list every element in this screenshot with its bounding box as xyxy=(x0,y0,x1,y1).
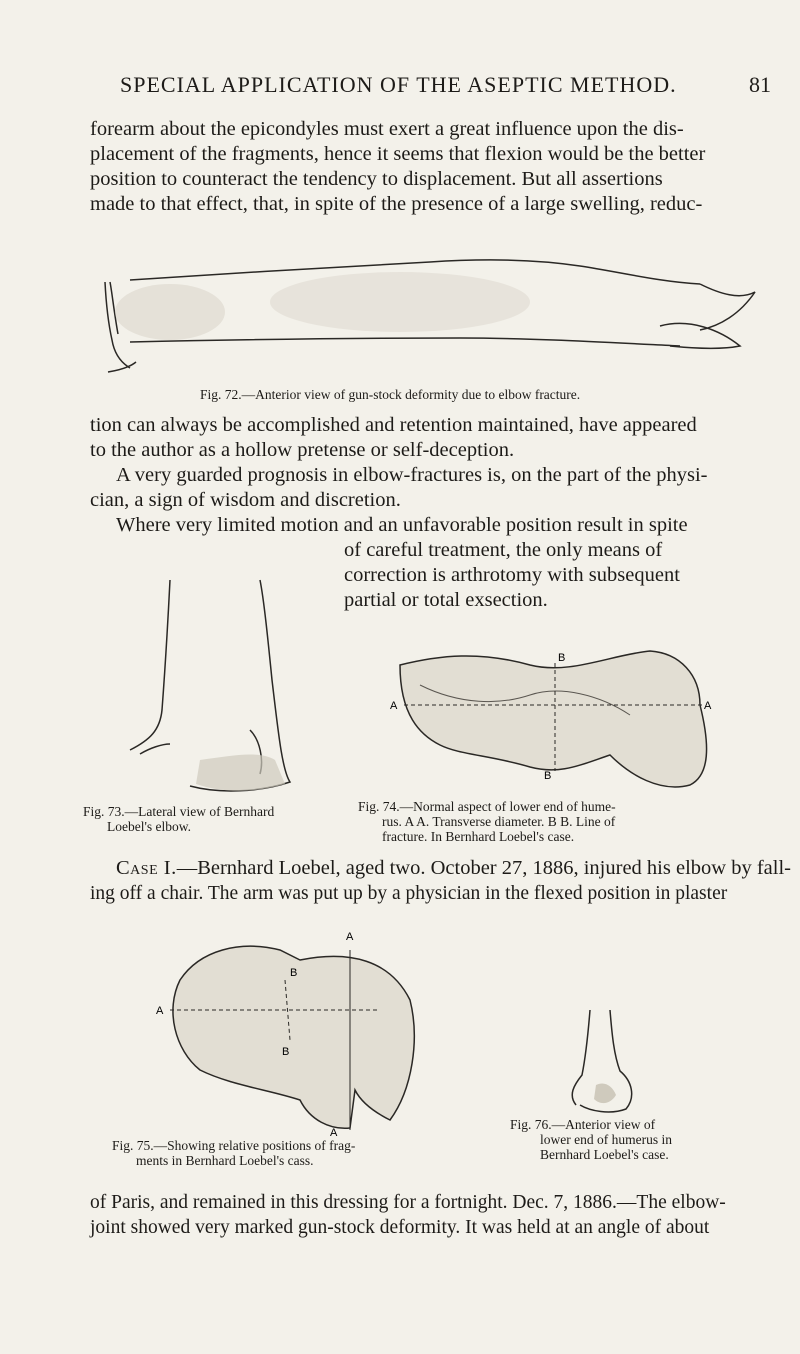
paragraph-3 xyxy=(90,463,768,513)
caption-line: Fig. 74.—Normal aspect of lower end of hume- xyxy=(358,799,616,814)
caption-line: Fig. 73.—Lateral view of Bernhard xyxy=(83,804,275,819)
text-line: joint showed very marked gun-stock deformity. It was held at an angle of about xyxy=(90,1217,710,1238)
paragraph-4-right-column xyxy=(344,538,768,613)
figure-label: B xyxy=(544,770,552,782)
caption-line: Loebel's elbow. xyxy=(107,819,192,834)
figure-label: B xyxy=(282,1046,290,1058)
figure-label: A xyxy=(156,1005,164,1017)
figure-label: B xyxy=(290,967,298,979)
page-title: SPECIAL APPLICATION OF THE ASEPTIC METHOD. xyxy=(120,72,677,97)
case-paragraph-continued xyxy=(90,881,780,906)
text-line: cian, a sign of wisdom and discretion. xyxy=(90,489,401,511)
paragraph-2 xyxy=(90,413,768,463)
figure-76-illustration xyxy=(560,1005,650,1115)
text-line xyxy=(116,856,791,881)
case-label: Case I. xyxy=(116,857,177,879)
caption-line: rus. A A. Transverse diameter. B B. Line of xyxy=(382,814,616,829)
caption-line: ments in Bernhard Loebel's cass. xyxy=(136,1153,314,1168)
caption-line: Bernhard Loebel's case. xyxy=(540,1147,669,1162)
figure-74-illustration xyxy=(380,645,720,795)
figure-75-caption xyxy=(112,1138,432,1168)
caption-line: fracture. In Bernhard Loebel's case. xyxy=(382,829,575,844)
paragraph-4-line: Where very limited motion and an unfavorable position result in spite xyxy=(116,514,688,536)
figure-label: A xyxy=(330,1127,338,1139)
running-header xyxy=(0,72,800,102)
figure-74-caption xyxy=(358,799,758,844)
text-line: position to counteract the tendency to displacement. But all assertions xyxy=(90,168,663,190)
figure-73-illustration xyxy=(110,560,330,800)
text-line: ing off a chair. The arm was put up by a physician in the flexed position in plaster xyxy=(90,883,728,904)
figure-label: A xyxy=(390,700,398,712)
figure-75-illustration xyxy=(150,920,440,1140)
text-line: to the author as a hollow pretense or self-deception. xyxy=(90,439,515,461)
caption-line: Fig. 76.—Anterior view of xyxy=(510,1117,656,1132)
caption-line: Fig. 75.—Showing relative positions of frag- xyxy=(112,1138,356,1153)
text-line: made to that effect, that, in spite of the presence of a large swelling, reduc- xyxy=(90,193,703,215)
figure-72-illustration xyxy=(100,222,760,382)
caption-line: lower end of humerus in xyxy=(540,1132,672,1147)
figure-label: A xyxy=(346,931,354,943)
figure-label: B xyxy=(558,652,566,664)
text-line: partial or total exsection. xyxy=(344,589,548,611)
paragraph-1 xyxy=(90,117,768,217)
text-line: tion can always be accomplished and retention maintained, have appeared xyxy=(90,414,697,436)
text-line: of careful treatment, the only means of xyxy=(344,539,663,561)
case-line-1: —Bernhard Loebel, aged two. October 27, 1886, injured his elbow by fall- xyxy=(176,857,791,879)
figure-72-caption: Fig. 72.—Anterior view of gun-stock deformity due to elbow fracture. xyxy=(200,387,581,402)
figure-73-caption xyxy=(83,804,323,834)
text-line: A very guarded prognosis in elbow-fractures is, on the part of the physi- xyxy=(116,464,708,486)
text-line: forearm about the epicondyles must exert a great influence upon the dis- xyxy=(90,118,684,140)
text-line: of Paris, and remained in this dressing for a fortnight. Dec. 7, 1886.—The elbow- xyxy=(90,1192,726,1213)
figure-label: A xyxy=(704,700,712,712)
figure-76-caption xyxy=(510,1117,770,1162)
text-line: placement of the fragments, hence it seems that flexion would be the better xyxy=(90,143,706,165)
case-paragraph xyxy=(116,856,791,881)
page-number: 81 xyxy=(749,72,771,97)
text-line: correction is arthrotomy with subsequent xyxy=(344,564,680,586)
paragraph-final xyxy=(90,1190,780,1240)
